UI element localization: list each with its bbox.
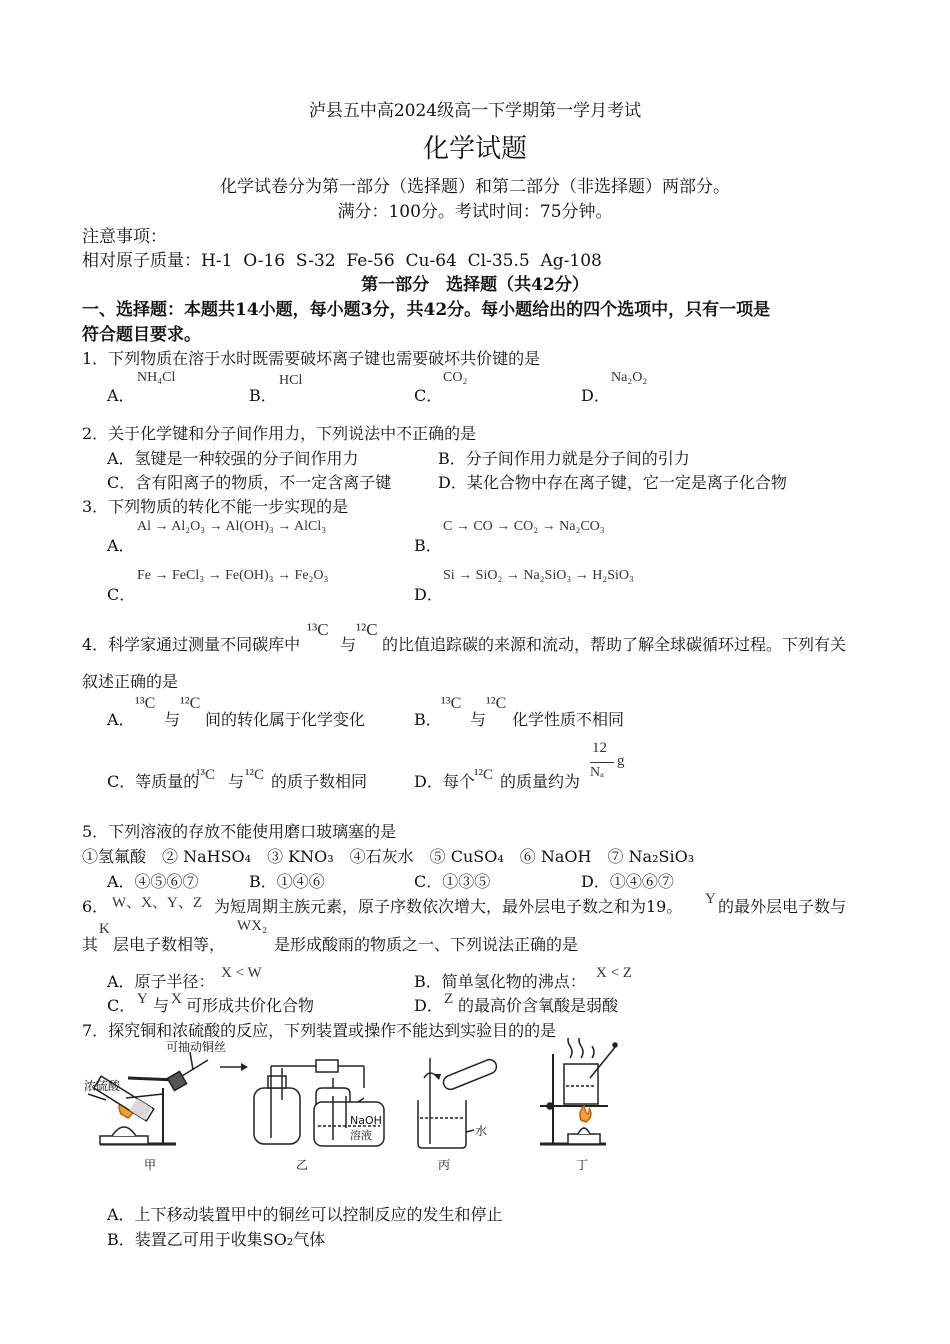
q4-option-d-end: 的质量约为: [500, 772, 581, 791]
q3-option-c-label: C．: [107, 585, 136, 604]
q3-option-a-label: A．: [107, 536, 135, 555]
q6-option-d-label: D．: [414, 996, 443, 1015]
q3-option-d-formula: Si → SiO₂ → Na₂SiO₃ → H₂SiO₃: [443, 568, 634, 583]
q6-option-c-label: C．: [107, 996, 136, 1015]
part1-instruction-line1: 一、选择题：本题共14小题，每小题3分，共42分。每小题给出的四个选项中，只有一项是: [82, 300, 771, 320]
q6-wx2: WX₂: [237, 918, 268, 934]
q6-option-d-end: 的最高价含氧酸是弱酸: [458, 996, 619, 1015]
q4-option-b-end: 化学性质不相同: [512, 710, 625, 729]
part1-title: 第一部分 选择题（共42分）: [361, 275, 589, 295]
q4-option-d-c12: ¹²C: [474, 767, 493, 783]
q4-option-a-end: 间的转化属于化学变化: [205, 710, 366, 729]
apparatus-jia: [88, 1052, 208, 1144]
q2-option-b: B．分子间作用力就是分子间的引力: [438, 449, 690, 468]
q4-stem-end: 的比值追踪碳的来源和流动，帮助了解全球碳循环过程。下列有关: [382, 635, 847, 654]
q5-option-b: B．①④⑥: [249, 872, 325, 891]
q3-option-c-formula: Fe → FeCl₃ → Fe(OH)₃ → Fe₂O₃: [137, 568, 329, 583]
q4-fraction-denominator: Nₐ: [590, 765, 604, 780]
q6-line2-b: 层电子数相等，: [113, 935, 226, 954]
q4-unit-g: g: [617, 753, 625, 769]
q6-line2-c: 是形成酸雨的物质之一、下列说法正确的是: [274, 935, 579, 954]
apparatus-ding: [540, 1038, 617, 1144]
q6-stem-mid: 为短周期主族元素，原子序数依次增大，最外层电子数之和为19。: [214, 897, 683, 916]
q6-option-c-x: X: [171, 991, 182, 1007]
q5-option-c: C．①③⑤: [414, 872, 491, 891]
q1-option-c-label: C．: [414, 386, 443, 405]
fig-label-yi: 乙: [296, 1158, 309, 1172]
q4-option-a-label: A．: [107, 710, 135, 729]
exam-intro: 化学试卷分为第一部分（选择题）和第二部分（非选择题）两部分。: [220, 177, 730, 197]
q4-isotope-c13: ¹³C: [307, 620, 329, 639]
exam-score-time: 满分：100分。考试时间：75分钟。: [337, 202, 613, 222]
fig-label-jia: 甲: [144, 1158, 157, 1172]
q1-option-a-formula: NH₄Cl: [137, 370, 176, 385]
fig-label-copper-wire: 可抽动铜丝: [166, 1040, 227, 1054]
q7-option-b: B．装置乙可用于收集SO₂气体: [107, 1230, 326, 1249]
q4-isotope-c12: ¹²C: [356, 620, 378, 639]
exam-school-title: 泸县五中高2024级高一下学期第一学月考试: [308, 101, 642, 121]
q6-stem-end: 的最外层电子数与: [718, 897, 847, 916]
q4-option-c-c13: ¹³C: [196, 767, 215, 783]
fig-label-solution: 溶液: [350, 1129, 372, 1142]
fig-label-bing: 丙: [438, 1158, 451, 1172]
q7-stem: 7．探究铜和浓硫酸的反应，下列装置或操作不能达到实验目的的是: [82, 1021, 557, 1040]
q6-k-symbol: K: [99, 921, 110, 937]
q3-option-a-formula: Al → Al₂O₃ → Al(OH)₃ → AlCl₃: [137, 519, 327, 534]
q3-option-b-label: B．: [414, 536, 442, 555]
q1-stem: 1．下列物质在溶于水时既需要破坏离子键也需要破坏共价键的是: [82, 349, 541, 368]
q3-stem: 3．下列物质的转化不能一步实现的是: [82, 497, 349, 516]
q3-option-b-formula: C → CO → CO₂ → Na₂CO₃: [443, 519, 605, 534]
q2-option-a: A．氢键是一种较强的分子间作用力: [107, 449, 359, 468]
q4-option-b-conj: 与: [470, 710, 487, 729]
exam-subject-title: 化学试题: [422, 134, 527, 164]
q5-option-d: D．①④⑥⑦: [581, 872, 674, 891]
q6-option-c-end: 可形成共价化合物: [186, 996, 315, 1015]
q4-option-b-c12: ¹²C: [486, 695, 507, 712]
notice-label: 注意事项：: [82, 227, 167, 247]
q4-conj: 与: [340, 635, 357, 654]
q4-option-b-c13: ¹³C: [441, 695, 462, 712]
fig-label-naoh: NaOH: [350, 1114, 382, 1127]
fig-label-conc-acid: 浓硫酸: [84, 1079, 121, 1093]
q6-elements: W、X、Y、Z: [112, 895, 202, 911]
q5-option-a: A．④⑤⑥⑦: [107, 872, 199, 891]
atomic-mass-list: 相对原子质量：H-1 O-16 S-32 Fe-56 Cu-64 Cl-35.5 Ag-108: [82, 251, 602, 271]
fig-label-ding: 丁: [576, 1158, 589, 1172]
q4-option-d-start: D．每个: [414, 772, 475, 791]
q6-option-c-y: Y: [137, 991, 148, 1007]
q6-option-b-formula: X < Z: [596, 965, 632, 981]
q6-option-a-formula: X < W: [221, 965, 262, 981]
q7-apparatus-figure: [78, 1038, 698, 1178]
q1-option-b-label: B．: [249, 386, 277, 405]
q4-option-a-c12: ¹²C: [180, 695, 201, 712]
q4-option-b-label: B．: [414, 710, 442, 729]
q4-option-c-end: 的质子数相同: [271, 772, 368, 791]
q4-option-c-c12: ¹²C: [245, 767, 264, 783]
q4-option-a-c13: ¹³C: [135, 695, 156, 712]
q6-option-b: B．简单氢化物的沸点：: [414, 972, 586, 991]
q1-option-a-label: A．: [107, 386, 135, 405]
q5-items: ①氢氟酸 ② NaHSO₄ ③ KNO₃ ④石灰水 ⑤ CuSO₄ ⑥ NaOH ⑦ Na₂SiO₃: [82, 847, 695, 866]
q6-option-a: A．原子半径：: [107, 972, 215, 991]
q4-fraction-numerator: 12: [592, 740, 607, 756]
fig-label-water: 水: [475, 1124, 488, 1138]
q2-stem: 2．关于化学键和分子间作用力，下列说法中不正确的是: [82, 424, 477, 443]
q6-option-d-z: Z: [444, 991, 454, 1007]
q6-stem-number: 6．: [82, 897, 109, 916]
q4-stem-line2: 叙述正确的是: [82, 672, 179, 691]
q1-option-d-label: D．: [581, 386, 610, 405]
q2-option-c: C．含有阳离子的物质，不一定含离子键: [107, 473, 392, 492]
q4-fraction-bar: [590, 762, 614, 763]
part1-instruction-line2: 符合题目要求。: [82, 325, 201, 345]
q2-option-d: D．某化合物中存在离子键，它一定是离子化合物: [438, 473, 787, 492]
q5-stem: 5．下列溶液的存放不能使用磨口玻璃塞的是: [82, 822, 397, 841]
q4-option-c-start: C．等质量的: [107, 772, 200, 791]
q3-option-d-label: D．: [414, 585, 443, 604]
q4-option-c-conj: 与: [228, 772, 245, 791]
q6-y-symbol: Y: [705, 891, 716, 907]
q1-option-b-formula: HCl: [279, 373, 303, 388]
q6-line2-a: 其: [82, 935, 99, 954]
q1-option-d-formula: Na₂O₂: [611, 370, 648, 385]
q1-option-c-formula: CO₂: [443, 370, 468, 385]
q6-option-c-mid: 与: [153, 996, 170, 1015]
q7-option-a: A．上下移动装置甲中的铜丝可以控制反应的发生和停止: [107, 1205, 503, 1224]
q4-stem-start: 4．科学家通过测量不同碳库中: [82, 635, 301, 654]
q4-option-a-conj: 与: [164, 710, 181, 729]
